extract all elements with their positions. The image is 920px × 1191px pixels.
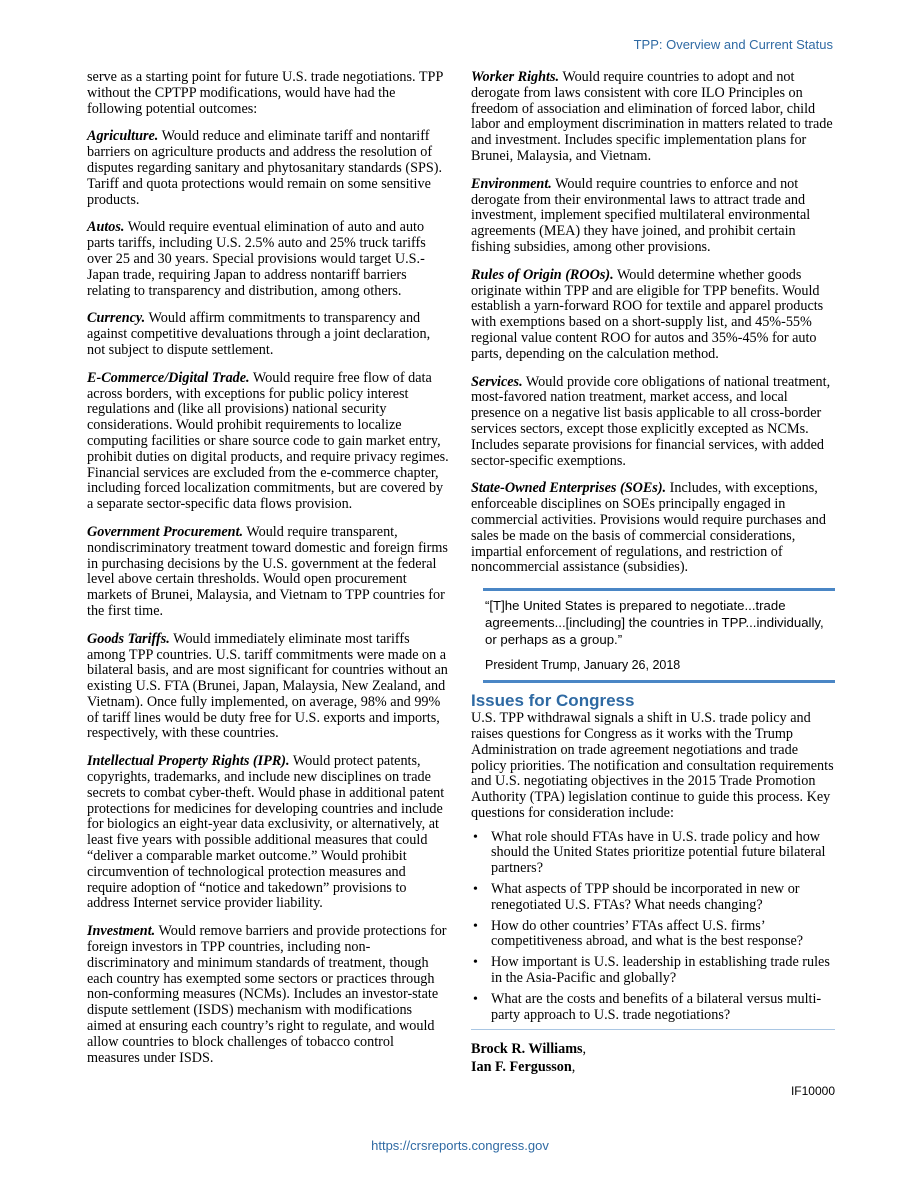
- issues-heading: Issues for Congress: [471, 691, 635, 711]
- quote-text: “[T]he United States is prepared to negotiate...trade agreements...[including] the countries in TPP...individually, or perhaps as a group.”: [485, 598, 824, 648]
- section-text: Would remove barriers and provide protections for foreign investors in TPP countries, including non-discriminatory and minimum standards of treatment, though each country has exempted some sectors or practices through non-conforming measures (NCMs). Includes an investor-state dispute settlement (ISDS) mechanism with modifications aimed at ensuring each country’s right to regulate, and would allow countries to block challenges of tobacco control measures under ISDS.: [87, 923, 447, 1066]
- section-text: Would determine whether goods originate within TPP and are eligible for TPP benefits. Would establish a yarn-forward ROO for textile and apparel products with exemptions based on a short-supply list, and 45%-55% regional value content ROO for autos and 35%-45% for auto parts, depending on the calculation method.: [471, 266, 824, 362]
- section-worker-rights: [471, 70, 835, 165]
- intro-paragraph: serve as a starting point for future U.S. trade negotiations. TPP without the CPTPP modifications, would have had the following potential outcomes:: [87, 69, 443, 117]
- footer-url[interactable]: https://crsreports.congress.gov: [371, 1138, 549, 1153]
- author-name: Brock R. Williams,: [471, 1041, 587, 1058]
- left-column: [87, 70, 449, 1078]
- section-text: Would provide core obligations of national treatment, most-favored nation treatment, market access, and local presence on a negative list basis applicable to all cross-border services sectors, except those explicitly excepted as NCMs. Includes separate provisions for financial services, with added sector-specific exemptions.: [471, 373, 831, 469]
- author-name: Ian F. Fergusson,: [471, 1059, 576, 1076]
- section-autos: [87, 220, 449, 299]
- list-item: • What aspects of TPP should be incorporated in new or renegotiated U.S. FTAs? What needs changing?: [491, 882, 835, 914]
- issues-intro: U.S. TPP withdrawal signals a shift in U.S. trade policy and raises questions for Congress as it works with the Trump Administration on trade agreement negotiations and trade policy priorities. The notification and consultation requirements and U.S. negotiating objectives in the 2015 Trade Promotion Authority (TPA) legislation continue to guide this process. Key questions for consideration include:: [471, 710, 834, 821]
- section-title: Currency.: [87, 310, 146, 327]
- section-title: Autos.: [87, 219, 125, 236]
- section-text: Would reduce and eliminate tariff and nontariff barriers on agriculture products and address the resolution of disputes regarding sanitary and phytosanitary standards (SPS). Tariff and quota protections would remain on some sensitive products.: [87, 128, 443, 208]
- section-currency: [87, 311, 449, 358]
- section-goods-tariffs: [87, 632, 449, 743]
- divider: [471, 1029, 835, 1030]
- pull-quote: [483, 588, 835, 683]
- section-environment: [471, 177, 835, 256]
- document-id: IF10000: [790, 1084, 835, 1099]
- section-text: Would require free flow of data across borders, with exceptions for public policy interest regulations and (like all provisions) national security considerations. Would prohibit requirements to localize computing facilities or share source code to gain market entry, prohibit duties on digital products, and require privacy regimes. Financial services are excluded from the e-commerce chapter, including forced localization commitments, but are covered by a separate sector-specific data flows provision.: [87, 369, 449, 513]
- questions-list: [471, 830, 835, 1024]
- section-title: Goods Tariffs.: [87, 630, 170, 647]
- section-investment: [87, 924, 449, 1066]
- section-text: Would require eventual elimination of auto and auto parts tariffs, including U.S. 2.5% auto and 25% truck tariffs over 25 and 30 years. Special provisions would target U.S.-Japan trade, requiring Japan to address nontariff barriers relating to transparency and distribution, among others.: [87, 219, 426, 299]
- section-title: E-Commerce/Digital Trade.: [87, 369, 250, 386]
- section-title: Rules of Origin (ROOs).: [471, 266, 614, 283]
- section-text: Includes, with exceptions, enforceable disciplines on SOEs principally engaged in commercial activities. Provisions would require purchases and sales be made on the basis of commercial considerations, impartial enforcement of regulations, and restriction of noncommercial assistance (subsidies).: [471, 480, 826, 576]
- author-separator: ,: [582, 1041, 587, 1058]
- list-item: • How do other countries’ FTAs affect U.S. firms’ competitiveness abroad, and what is the best response?: [491, 919, 835, 951]
- section-title: Environment.: [471, 175, 552, 192]
- section-title: Agriculture.: [87, 128, 159, 145]
- section-text: Would require transparent, nondiscriminatory treatment toward domestic and foreign firms in purchasing decisions by the U.S. government at the federal level above certain thresholds. Would open procurement markets of Brunei, Malaysia, and Vietnam to TPP countries for the first time.: [87, 523, 448, 619]
- section-ecommerce: [87, 371, 449, 513]
- authors-block: [471, 1040, 835, 1076]
- list-item: • How important is U.S. leadership in establishing trade rules in the Asia-Pacific and globally?: [491, 955, 835, 987]
- section-ipr: [87, 754, 449, 912]
- section-title: Intellectual Property Rights (IPR).: [87, 753, 290, 770]
- running-header: TPP: Overview and Current Status: [633, 37, 833, 52]
- author-separator: ,: [571, 1059, 576, 1076]
- section-rules-of-origin: [471, 268, 835, 363]
- section-text: Would require countries to adopt and not derogate from laws consistent with core ILO Principles on freedom of association and elimination of forced labor, child labor and employment discrimination in matters related to trade and investment. Includes specific implementation plans for Brunei, Malaysia, and Vietnam.: [471, 69, 833, 164]
- section-title: Investment.: [87, 923, 156, 940]
- section-agriculture: [87, 129, 449, 208]
- section-soes: [471, 481, 835, 576]
- section-title: State-Owned Enterprises (SOEs).: [471, 480, 667, 497]
- section-text: Would immediately eliminate most tariffs among TPP countries. U.S. tariff commitments were made on a bilateral basis, and are most significant for countries without an existing U.S. FTA (Brunei, Japan, Malaysia, New Zealand, and Vietnam). Once fully implemented, on average, 98% and 99% of tariff lines would be duty free for U.S. exports and imports, respectively, with these countries.: [87, 630, 448, 742]
- section-text: Would protect patents, copyrights, trademarks, and include new disciplines on trade secrets to combat cyber-theft. Would phase in additional patent protections for medicines for developing countries and include for biologics an eight-year data exclusivity, or alternatively, at least five years with possible additional measures that could “deliver a comparable market outcome.” Would prohibit circumvention of technological protection measures and require adoption of “notice and takedown” provisions to address Internet service provider liability.: [87, 753, 445, 912]
- list-item: • What are the costs and benefits of a bilateral versus multi-party approach to U.S. trade negotiations?: [491, 992, 835, 1024]
- quote-attribution: President Trump, January 26, 2018: [485, 658, 681, 673]
- section-title: Government Procurement.: [87, 523, 244, 540]
- section-text: Would require countries to enforce and not derogate from their environmental laws to attract trade and investment, implement specified multilateral environmental agreements (MEA) they have joined, and prohibit certain fishing subsidies, among other provisions.: [471, 175, 811, 255]
- section-title: Worker Rights.: [471, 69, 560, 85]
- section-text: Would affirm commitments to transparency and against competitive devaluations through a joint declaration, not subject to dispute settlement.: [87, 310, 431, 358]
- list-item: • What role should FTAs have in U.S. trade policy and how should the United States prioritize potential future bilateral partners?: [491, 830, 835, 877]
- right-column: [471, 70, 835, 1100]
- section-services: [471, 375, 835, 470]
- section-government-procurement: [87, 525, 449, 620]
- section-title: Services.: [471, 373, 523, 390]
